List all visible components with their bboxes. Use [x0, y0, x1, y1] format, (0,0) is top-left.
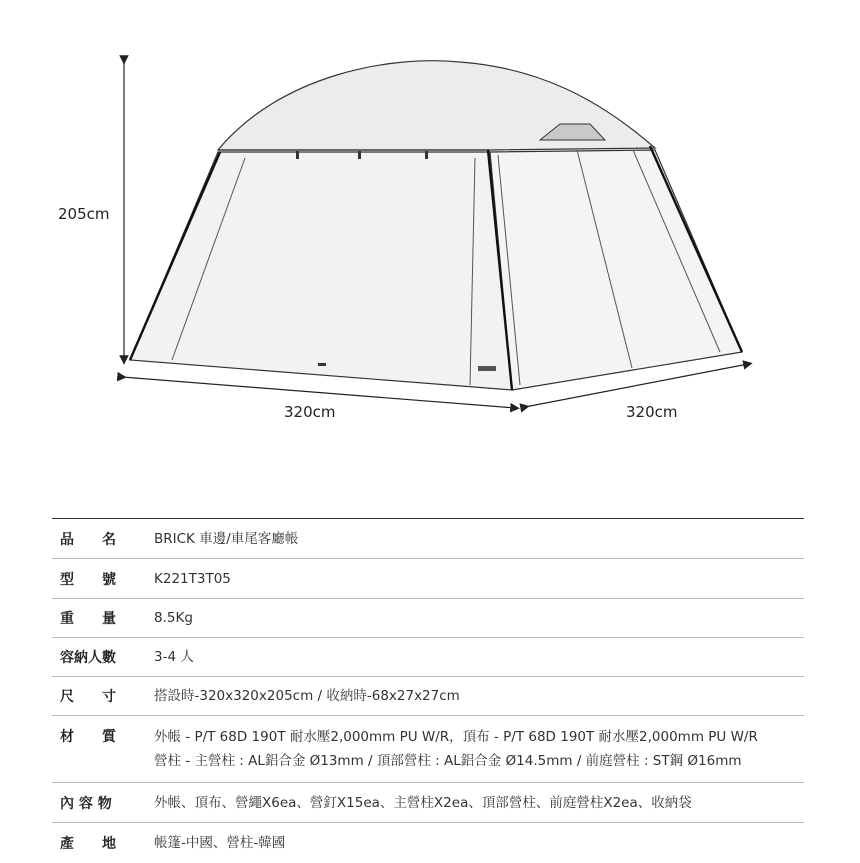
spec-value: 8.5Kg	[154, 610, 193, 626]
spec-row-capacity	[52, 638, 804, 677]
spec-value: 搭設時-320x320x205cm / 收納時-68x27x27cm	[154, 688, 460, 704]
width-left-label: 320cm	[284, 403, 336, 421]
spec-key: 尺 寸	[60, 689, 116, 705]
width-right-label: 320cm	[626, 403, 678, 421]
spec-row-name	[52, 519, 804, 559]
spec-row-size	[52, 677, 804, 716]
spec-key: 重 量	[60, 611, 116, 627]
spec-table	[52, 518, 804, 863]
spec-key: 品 名	[60, 531, 116, 548]
spec-value: 3-4 人	[154, 649, 194, 665]
spec-row-weight	[52, 599, 804, 638]
spec-row-contents	[52, 783, 804, 823]
height-label: 205cm	[58, 205, 110, 223]
spec-value: 帳篷-中國、營柱-韓國	[154, 835, 286, 851]
spec-key: 容納人數	[60, 650, 116, 666]
spec-value: 外帳、頂布、營繩X6ea、營釘X15ea、主營柱X2ea、頂部營柱、前庭營柱X2ea、收納袋	[154, 794, 692, 811]
spec-key: 內 容 物	[60, 795, 112, 812]
spec-value: BRICK 車邊/車尾客廳帳	[154, 530, 299, 547]
spec-row-material	[52, 716, 804, 783]
spec-value: K221T3T05	[154, 570, 231, 587]
spec-key: 產 地	[60, 836, 116, 852]
spec-row-origin	[52, 823, 804, 863]
spec-key: 材 質	[60, 729, 116, 745]
spec-key: 型 號	[60, 571, 116, 588]
spec-value: 外帳 - P/T 68D 190T 耐水壓2,000mm PU W/R，頂布 - P/T 68D 190T 耐水壓2,000mm PU W/R 營柱 - 主營柱 : AL鋁合金 Ø13mm / 頂部營柱 : AL鋁合金 Ø14.5mm / 前庭營柱 : ST鋼 Ø16mm	[154, 729, 758, 769]
spec-row-model	[52, 559, 804, 599]
left-wall	[130, 152, 512, 390]
